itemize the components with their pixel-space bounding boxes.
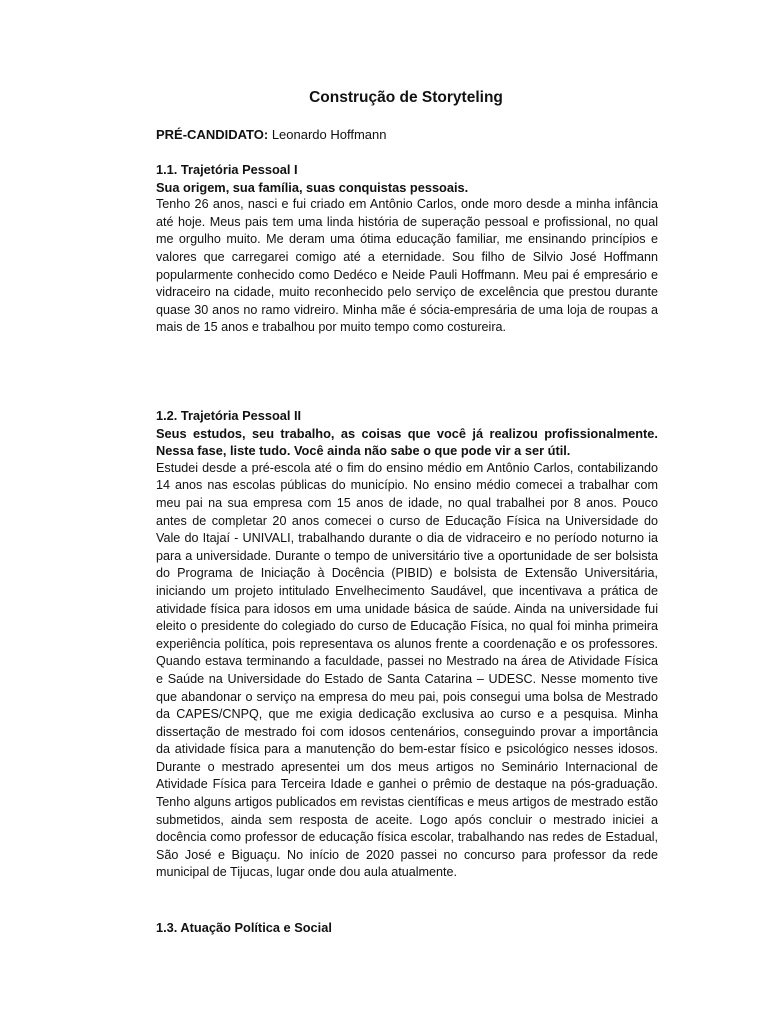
- section-atuacao-politica: [156, 919, 658, 937]
- candidate-line: [156, 126, 387, 143]
- candidate-name: Leonardo Hoffmann: [271, 127, 387, 142]
- section-body: Estudei desde a pré-escola até o fim do ensino médio em Antônio Carlos, contabilizando 14 anos nas escolas públicas do município. No ensino médio comecei a trabalhar com meu pai na sua empresa com 15 anos de idade, no qual trabalhei por 8 anos. Pouco antes de completar 20 anos comecei o curso de Educação Física na Universidade do Vale do Itajaí - UNIVALI, trabalhando durante o dia de vidraceiro e no período noturno ia para a universidade. Durante o tempo de universitário tive a oportunidade de ser bolsista do Programa de Iniciação à Docência (PIBID) e bolsista de Extensão Universitária, iniciando um projeto intitulado Envelhecimento Saudável, que incentivava a prática de atividade física para idosos em uma unidade básica de saúde. Ainda na universidade fui eleito o presidente do colegiado do curso de Educação Física, no qual foi minha primeira experiência política, pois representava os alunos frente a coordenação e os professores. Quando estava terminando a faculdade, passei no Mestrado na área de Atividade Física e Saúde na Universidade do Estado de Santa Catarina – UDESC. Nesse momento tive que abandonar o serviço na empresa do meu pai, pois consegui uma bolsa de Mestrado da CAPES/CNPQ, que me exigia dedicação exclusiva ao curso e a pesquisa. Minha dissertação de mestrado foi com idosos centenários, conseguindo provar a importância da atividade física para a manutenção do bem-estar físico e psicológico nesses idosos. Durante o mestrado apresentei um dos meus artigos no Seminário Internacional de Atividade Física para Terceira Idade e ganhei o prêmio de destaque na pós-graduação. Tenho alguns artigos publicados em revistas científicas e meus artigos de mestrado estão submetidos, ainda sem resposta de aceite. Logo após concluir o mestrado iniciei a docência como professor de educação física escolar, trabalhando nas redes de Estadual, São José e Biguaçu. No início de 2020 passei no concurso para professor da rede municipal de Tijucas, lugar onde dou aula atualmente.: [156, 460, 658, 880]
- document-title: Construção de Storyteling: [309, 89, 503, 106]
- candidate-label: PRÉ-CANDIDATO:: [156, 127, 269, 142]
- section-subheading: Sua origem, sua família, suas conquistas pessoais.: [156, 179, 469, 195]
- section-subheading: Seus estudos, seu trabalho, as coisas que você já realizou profissionalmente. Nessa fase, liste tudo. Você ainda não sabe o que pode vir a ser útil.: [156, 425, 658, 459]
- section-heading: 1.3. Atuação Política e Social: [156, 920, 332, 935]
- section-trajetoria-pessoal-2: [156, 407, 658, 882]
- section-heading: 1.1. Trajetória Pessoal I: [156, 162, 298, 177]
- section-trajetoria-pessoal-1: [156, 161, 658, 337]
- section-heading: 1.2. Trajetória Pessoal II: [156, 408, 302, 423]
- section-body: Tenho 26 anos, nasci e fui criado em Antônio Carlos, onde moro desde a minha infância até hoje. Meus pais tem uma linda história de superação pessoal e profissional, no qual me orgulho muito. Me deram uma ótima educação familiar, me ensinando princípios e valores que carregarei comigo até a eternidade. Sou filho de Silvio José Hoffmann popularmente conhecido como Dedéco e Neide Pauli Hoffmann. Meu pai é empresário e vidraceiro na cidade, muito reconhecido pelo serviço de excelência que prestou durante quase 30 anos no ramo vidreiro. Minha mãe é sócia-empresária de uma loja de roupas a mais de 15 anos e trabalhou por muito tempo como costureira.: [156, 197, 658, 335]
